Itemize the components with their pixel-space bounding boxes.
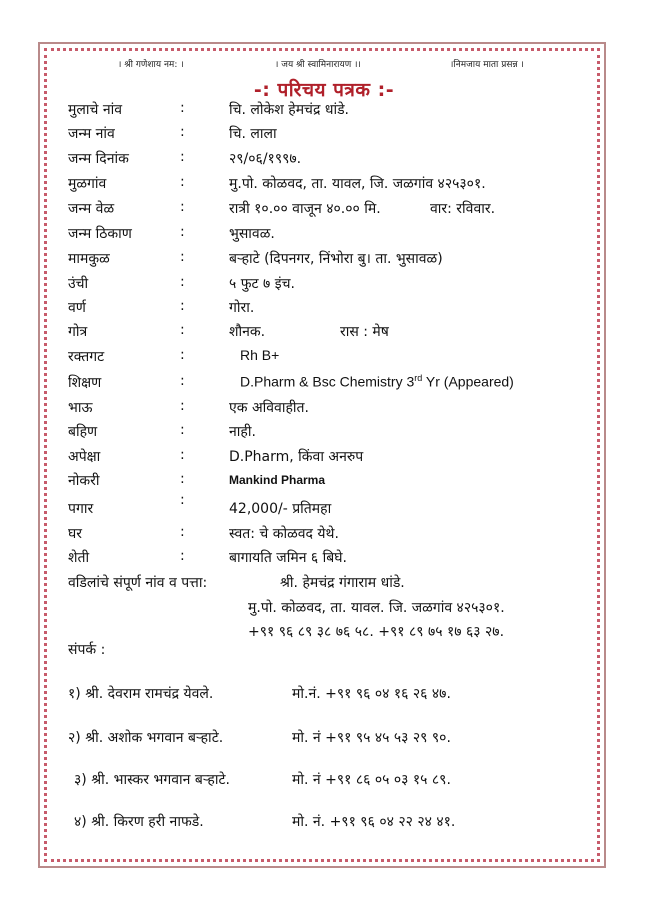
field-separator: : — [180, 224, 185, 240]
field-separator: : — [180, 100, 185, 116]
field-value: स्वत: चे कोळवद येथे. — [229, 526, 339, 542]
field-separator: : — [180, 199, 185, 215]
field-separator: : — [180, 298, 185, 314]
field-separator: : — [180, 422, 185, 438]
contact-name: ४) श्री. किरण हरी नाफडे. — [74, 814, 204, 830]
header-left-invocation: । श्री गणेशाय नम: । — [118, 60, 184, 70]
field-separator: : — [180, 124, 185, 140]
field-label: गोत्र — [68, 324, 88, 340]
field-value: बऱ्हाटे (दिपनगर, निंभोरा बु। ता. भुसावळ) — [229, 251, 443, 267]
field-value-education — [240, 373, 514, 390]
field-label: जन्म वेळ — [68, 201, 115, 217]
father-address: मु.पो. कोळवद, ता. यावल. जि. जळगांव ४२५३०१. — [248, 600, 505, 616]
field-label: मुळगांव — [68, 176, 107, 192]
contact-phone: मो. नं +९१ ९५ ४५ ५३ २९ ९०. — [292, 730, 451, 746]
field-separator: : — [180, 548, 185, 564]
father-label: वडिलांचे संपूर्ण नांव व पत्ता: — [68, 575, 208, 591]
header-right-invocation: ।निमजाय माता प्रसन्न । — [450, 60, 524, 70]
field-value: चि. लोकेश हेमचंद्र धांडे. — [229, 102, 350, 118]
field-extra-rashi: रास : मेष — [340, 324, 389, 340]
field-value: ५ फुट ७ इंच. — [229, 276, 295, 292]
contact-name: २) श्री. अशोक भगवान बऱ्हाटे. — [68, 730, 224, 746]
field-value: गोरा. — [229, 300, 255, 316]
page-title: -: परिचय पत्रक :- — [253, 79, 395, 101]
field-separator: : — [180, 471, 185, 487]
field-value: मु.पो. कोळवद, ता. यावल, जि. जळगांव ४२५३०१. — [229, 176, 486, 192]
field-separator: : — [180, 149, 185, 165]
field-label: जन्म नांव — [68, 126, 115, 142]
field-label: पगार — [68, 501, 94, 517]
field-label: उंची — [68, 276, 89, 292]
field-label: जन्म दिनांक — [68, 151, 129, 167]
father-name: श्री. हेमचंद्र गंगाराम धांडे. — [280, 575, 405, 591]
field-separator: : — [180, 398, 185, 414]
field-separator: : — [180, 249, 185, 265]
education-superscript: rd — [414, 373, 423, 383]
field-label: मुलाचे नांव — [68, 102, 123, 118]
header-center-invocation: । जय श्री स्वामिनारायण ।। — [275, 60, 361, 70]
field-value: भुसावळ. — [229, 226, 275, 242]
field-label: भाऊ — [68, 400, 93, 416]
field-label: बहिण — [68, 424, 98, 440]
field-label: वर्ण — [68, 300, 86, 316]
field-label: जन्म ठिकाण — [68, 226, 132, 242]
field-separator: : — [180, 447, 185, 463]
education-text: D.Pharm & Bsc Chemistry 3 — [240, 373, 415, 390]
field-label: रक्तगट — [68, 349, 105, 365]
field-separator: : — [180, 322, 185, 338]
father-phones: +९१ ९६ ८९ ३८ ७६ ५८. +९१ ८९ ७५ १७ ६३ २७. — [248, 624, 505, 640]
field-value: नाही. — [229, 424, 256, 440]
field-label: शिक्षण — [68, 375, 102, 391]
contact-phone: मो. नं +९१ ८६ ०५ ०३ १५ ८९. — [292, 772, 451, 788]
field-value: २९/०६/१९९७. — [229, 151, 302, 167]
field-value: बागायति जमिन ६ बिघे. — [229, 550, 347, 566]
field-separator: : — [180, 524, 185, 540]
field-label: शेती — [68, 550, 90, 566]
field-value: रात्री १०.०० वाजून ४०.०० मि. — [229, 201, 381, 217]
contact-name: १) श्री. देवराम रामचंद्र येवले. — [68, 686, 214, 702]
field-value: शौनक. — [229, 324, 266, 340]
field-extra-weekday: वार: रविवार. — [430, 201, 496, 217]
field-separator: : — [180, 373, 185, 389]
field-separator: : — [180, 274, 185, 290]
field-label: घर — [68, 526, 82, 542]
contact-name: ३) श्री. भास्कर भगवान बऱ्हाटे. — [74, 772, 230, 788]
field-separator: : — [180, 492, 185, 508]
contact-phone: मो. नं. +९१ ९६ ०४ २२ २४ ४१. — [292, 814, 456, 830]
field-label: मामकुळ — [68, 251, 110, 267]
field-value: चि. लाला — [229, 126, 277, 142]
field-value: एक अविवाहीत. — [229, 400, 309, 416]
education-suffix: Yr (Appeared) — [422, 373, 514, 390]
field-separator: : — [180, 174, 185, 190]
field-value: D.Pharm, किंवा अनरुप — [229, 449, 364, 465]
field-value: Rh B+ — [240, 347, 280, 363]
field-label: नोकरी — [68, 473, 100, 489]
field-value: 42,000/- प्रतिमहा — [229, 501, 332, 517]
contact-phone: मो.नं. +९१ ९६ ०४ १६ २६ ४७. — [292, 686, 451, 702]
field-value: Mankind Pharma — [229, 473, 326, 487]
contacts-label: संपर्क : — [68, 642, 106, 658]
field-label: अपेक्षा — [68, 449, 101, 465]
field-separator: : — [180, 347, 185, 363]
